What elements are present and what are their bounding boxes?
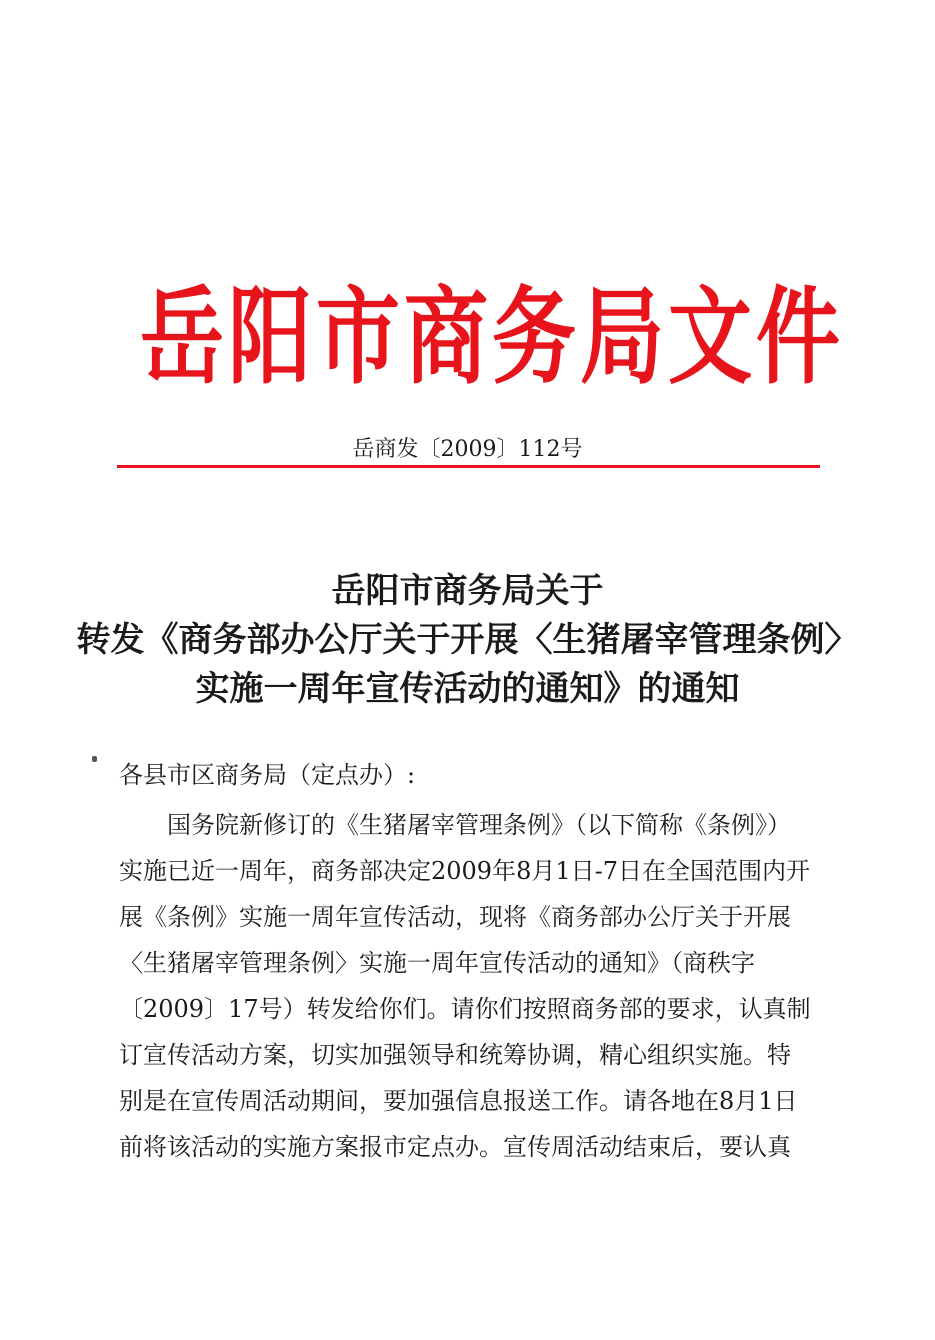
body-line: 〔2009〕17号）转发给你们。请你们按照商务部的要求，认真制 xyxy=(119,995,811,1023)
document-heading-line-3: 实施一周年宣传活动的通知》的通知 xyxy=(195,669,740,709)
body-line: 〈生猪屠宰管理条例〉实施一周年宣传活动的通知》（商秩字 xyxy=(119,949,755,977)
document-number: 岳商发〔2009〕112号 xyxy=(352,437,583,462)
scan-speck xyxy=(92,756,97,762)
document-heading-line-1: 岳阳市商务局关于 xyxy=(331,571,604,611)
body-line: 国务院新修订的《生猪屠宰管理条例》（以下简称《条例》） xyxy=(119,811,791,839)
body-line: 展《条例》实施一周年宣传活动，现将《商务部办公厅关于开展 xyxy=(119,903,791,931)
body-line: 前将该活动的实施方案报市定点办。宣传周活动结束后，要认真 xyxy=(119,1133,791,1161)
document-header-title: 岳阳市商务局文件 xyxy=(140,274,845,399)
document-heading-line-2: 转发《商务部办公厅关于开展〈生猪屠宰管理条例〉 xyxy=(76,620,859,660)
body-line: 实施已近一周年，商务部决定2009年8月1日-7日在全国范围内开 xyxy=(119,857,810,885)
header-divider xyxy=(117,465,820,468)
salutation: 各县市区商务局（定点办）: xyxy=(119,761,416,789)
body-line: 别是在宣传周活动期间，要加强信息报送工作。请各地在8月1日 xyxy=(119,1087,798,1115)
body-line: 订宣传活动方案，切实加强领导和统筹协调，精心组织实施。特 xyxy=(119,1041,791,1069)
